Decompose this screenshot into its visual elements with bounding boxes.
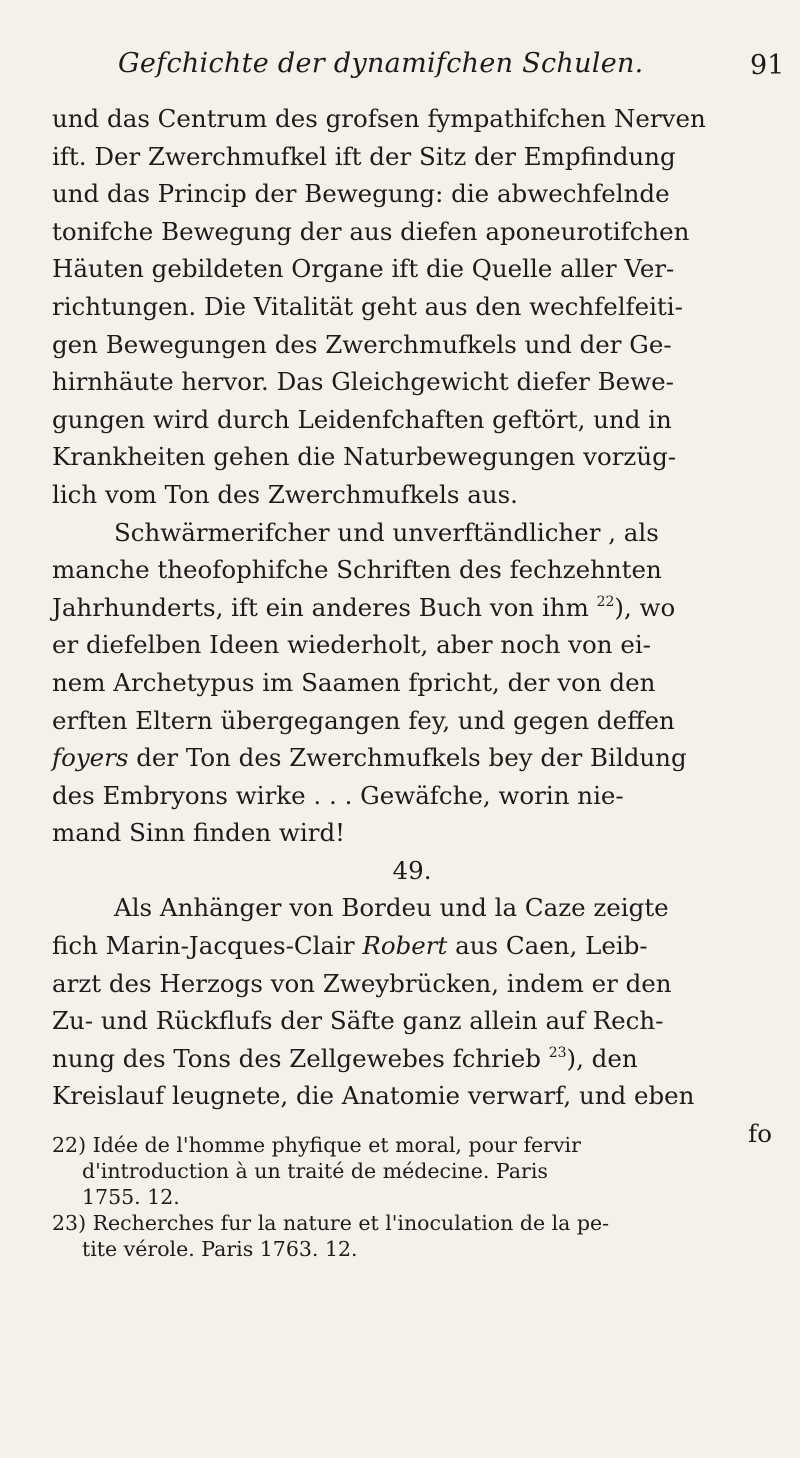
text-line — [52, 1040, 772, 1078]
footnote-23: 23) Recherches fur la nature et l'inoculation de la pe- — [52, 1211, 610, 1235]
text-line: tonifche Bewegung der aus diefen aponeurotifchen — [52, 216, 690, 246]
paragraph-start: Schwärmerifcher und unverftändlicher , als — [114, 517, 659, 547]
footnote-22: 22) Idée de l'homme phyfique et moral, pour fervir — [52, 1133, 581, 1157]
italic-term: foyers — [52, 743, 129, 773]
text-line: hirnhäute hervor. Das Gleichgewicht diefer Bewe- — [52, 367, 674, 397]
catchword: fo — [748, 1119, 772, 1149]
text-fragment: Jahrhunderts, ift ein anderes Buch von ihm — [52, 592, 597, 622]
text-line: gen Bewegungen des Zwerchmufkels und der Ge- — [52, 329, 672, 359]
footnotes — [52, 1132, 772, 1262]
text-fragment: ), den — [566, 1043, 638, 1073]
text-line — [52, 927, 772, 965]
text-line: Zu- und Rückflufs der Säfte ganz allein auf Rech- — [52, 1006, 664, 1036]
text-line: richtungen. Die Vitalität geht aus den wechfelfeiti- — [52, 291, 683, 321]
text-fragment: der Ton des Zwerchmufkels bey der Bildung — [128, 743, 687, 773]
text-fragment: nung des Tons des Zellgewebes fchrieb — [52, 1043, 549, 1073]
paragraph-start: Als Anhänger von Bordeu und la Caze zeigte — [114, 893, 669, 923]
text-line: mand Sinn finden wird! — [52, 818, 345, 848]
text-line: und das Princip der Bewegung: die abwechfelnde — [52, 179, 670, 209]
text-line: Kreislauf leugnete, die Anatomie verwarf, und eben — [52, 1081, 695, 1111]
text-line: gungen wird durch Leidenfchaften geftört, und in — [52, 404, 672, 434]
text-line: manche theofophifche Schriften des fechzehnten — [52, 555, 662, 585]
text-line: Krankheiten gehen die Naturbewegungen vorzüg- — [52, 442, 677, 472]
text-line: und das Centrum des grofsen fympathifchen Nerven — [52, 104, 706, 133]
text-line: des Embryons wirke . . . Gewäfche, worin nie- — [52, 780, 624, 810]
italic-name: Robert — [362, 931, 448, 961]
text-line — [52, 589, 772, 627]
footnote-22-cont: d'introduction à un traité de médecine. Paris — [82, 1159, 548, 1183]
text-line: lich vom Ton des Zwerchmufkels aus. — [52, 479, 518, 509]
footnote-ref: 23 — [548, 1044, 567, 1061]
text-line: arzt des Herzogs von Zweybrücken, indem er den — [52, 968, 672, 998]
running-header: Gefchichte der dynamifchen Schulen. — [118, 48, 644, 79]
footnote-23-cont: tite vérole. Paris 1763. 12. — [82, 1237, 358, 1261]
text-line: erften Eltern übergegangen fey, und gegen deffen — [52, 705, 675, 735]
text-fragment: fich Marin-Jacques-Clair — [52, 931, 363, 961]
page-number: 91 — [750, 50, 785, 81]
footnote-ref: 22 — [596, 593, 615, 610]
text-line: ift. Der Zwerchmufkel ift der Sitz der Empfindung — [52, 141, 676, 171]
text-fragment: ), wo — [614, 592, 676, 622]
text-line — [52, 739, 772, 777]
text-line: er diefelben Ideen wiederholt, aber noch von ei- — [52, 630, 651, 660]
text-line: Häuten gebildeten Organe ift die Quelle aller Ver- — [52, 254, 675, 284]
footnote-22-cont: 1755. 12. — [82, 1185, 180, 1209]
text-fragment: aus Caen, Leib- — [447, 931, 648, 961]
section-number: 49. — [392, 855, 432, 885]
text-line: nem Archetypus im Saamen fpricht, der von den — [52, 667, 656, 697]
body-text — [52, 100, 772, 1153]
